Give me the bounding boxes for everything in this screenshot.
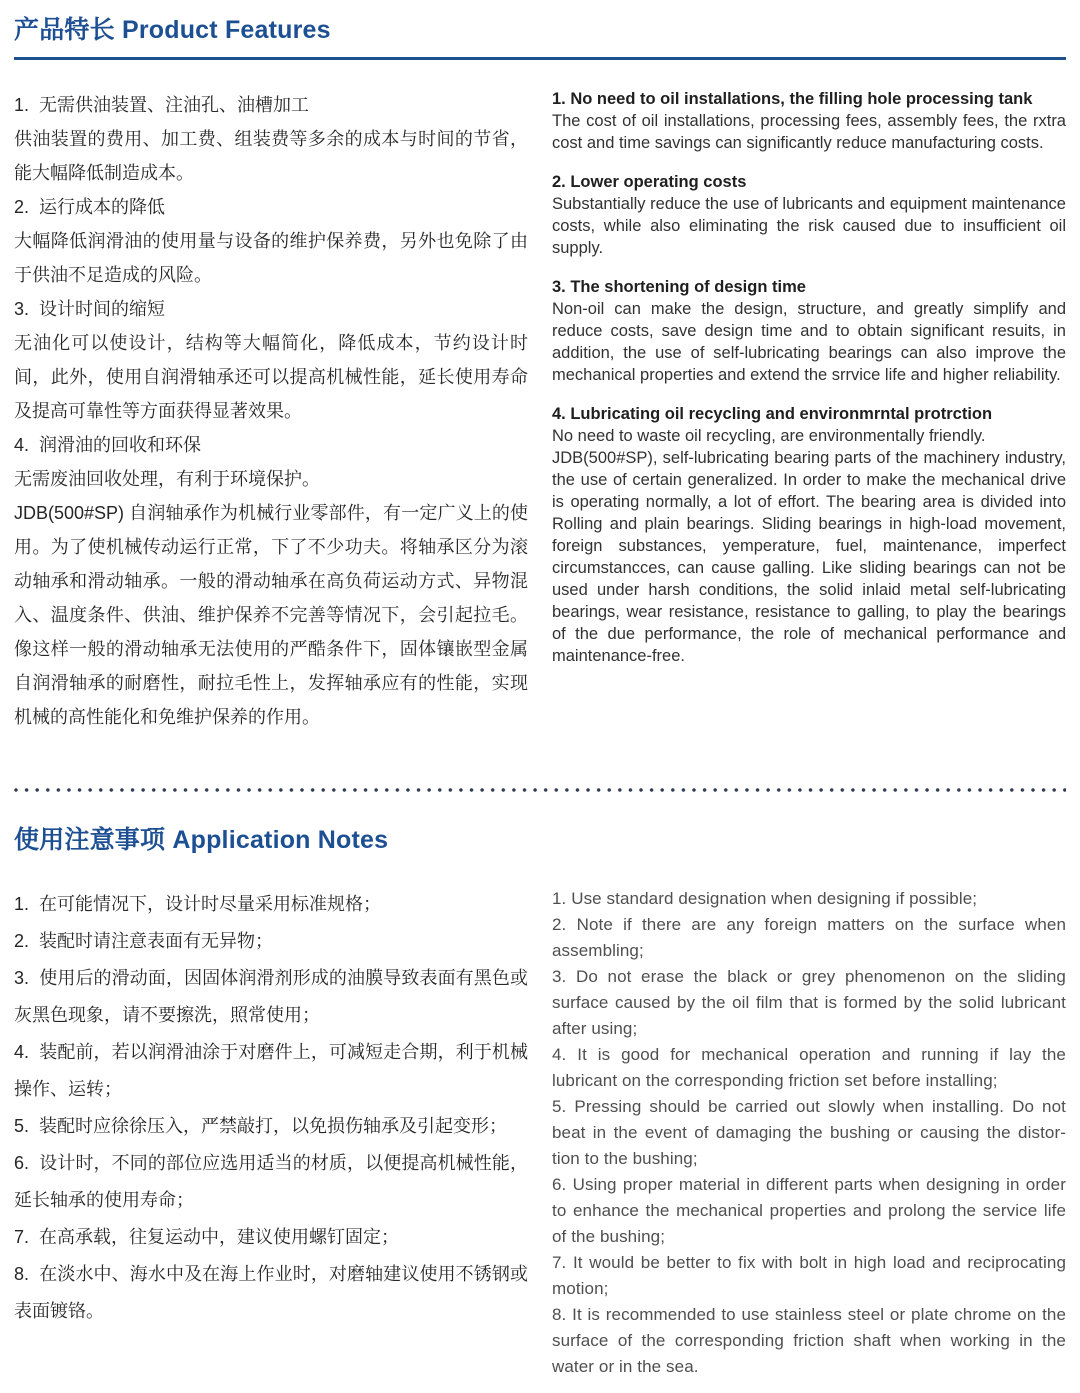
en-note-item-7: 7. It would be better to fix with bolt in high load and reciprocating motion; xyxy=(552,1253,1066,1298)
product-features-english-column xyxy=(552,88,1066,788)
dotted-divider xyxy=(14,788,1066,792)
en-feature-heading-3: 3. The shortening of design time xyxy=(552,278,806,296)
cn-note-item-7: 7. 在高承载，往复运动中，建议使用螺钉固定； xyxy=(14,1227,400,1247)
en-note-item-1: 1. Use standard designation when designing if possible; xyxy=(552,889,978,908)
en-feature-block-4 xyxy=(552,403,1066,667)
en-feature-block-3 xyxy=(552,276,1066,386)
cn-note-item-5: 5. 装配时应徐徐压入，严禁敲打，以免损伤轴承及引起变形； xyxy=(14,1116,508,1136)
cn-note-item-6: 6. 设计时，不同的部位应选用适当的材质，以便提高机械性能，延长轴承的使用寿命； xyxy=(14,1153,528,1210)
application-notes-title: 使用注意事项 Application Notes xyxy=(14,826,389,854)
cn-feature-jdb-paragraph: JDB(500#SP) 自润轴承作为机械行业零部件，有一定广义上的使用。为了使机械传动运行正常，下了不少功夫。将轴承区分为滚动轴承和滑动轴承。一般的滑动轴承在高负荷运动方式、异物混入、温度条件、供油、维护保养不完善等情况下，会引起拉毛。像这样一般的滑动轴承无法使用的严酷条件下，固体镶嵌型金属自润滑轴承的耐磨性，耐拉毛性上，发挥轴承应有的性能，实现机械的高性能化和免维护保养的作用。 xyxy=(14,503,528,727)
en-feature-body-4a: No need to waste oil recycling, are environmentally friendly. xyxy=(552,427,986,445)
application-notes-english-column xyxy=(552,886,1066,1380)
cn-feature-body-4: 无需废油回收处理，有利于环境保护。 xyxy=(14,469,320,489)
section-application-notes xyxy=(14,824,1066,1380)
cn-note-item-8: 8. 在淡水中、海水中及在海上作业时，对磨轴建议使用不锈钢或表面镀铬。 xyxy=(14,1264,528,1321)
cn-note-item-3: 3. 使用后的滑动面，因固体润滑剂形成的油膜导致表面有黑色或灰黑色现象，请不要擦洗，照常使用； xyxy=(14,968,528,1025)
en-note-item-3: 3. Do not erase the black or grey phenomenon on the sliding surface caused by the oil film that is formed by the solid lubricant after using; xyxy=(552,967,1066,1038)
cn-feature-item-1: 1. 无需供油装置、注油孔、油槽加工 xyxy=(14,95,310,115)
cn-feature-item-4: 4. 润滑油的回收和环保 xyxy=(14,435,202,455)
cn-note-item-1: 1. 在可能情况下，设计时尽量采用标准规格； xyxy=(14,894,382,914)
en-note-item-5: 5. Pressing should be carried out slowly when installing. Do not beat in the event of damaging the bushing or causing the distor-tion to the bushing; xyxy=(552,1097,1066,1168)
en-feature-block-1 xyxy=(552,88,1066,154)
en-note-item-6: 6. Using proper material in different parts when designing in order to enhance the mechanical properties and prolong the service life of the bushing; xyxy=(552,1175,1066,1246)
cn-feature-body-3: 无油化可以使设计，结构等大幅简化，降低成本，节约设计时间，此外，使用自润滑轴承还可以提高机械性能，延长使用寿命及提高可靠性等方面获得显著效果。 xyxy=(14,333,528,421)
en-note-item-4: 4. It is good for mechanical operation and running if lay the lubricant on the corresponding friction set before installing; xyxy=(552,1045,1066,1090)
cn-feature-item-3: 3. 设计时间的缩短 xyxy=(14,299,166,319)
cn-note-item-4: 4. 装配前，若以润滑油涂于对磨件上，可减短走合期，利于机械操作、运转； xyxy=(14,1042,528,1099)
header-rule xyxy=(14,57,1066,60)
section-product-features xyxy=(14,14,1066,788)
product-features-chinese-column xyxy=(14,88,528,788)
en-feature-heading-1: 1. No need to oil installations, the filling hole processing tank xyxy=(552,90,1033,108)
cn-feature-body-1: 供油装置的费用、加工费、组装费等多余的成本与时间的节省，能大幅降低制造成本。 xyxy=(14,129,528,183)
product-features-title: 产品特长 Product Features xyxy=(14,16,331,44)
en-feature-heading-4: 4. Lubricating oil recycling and environmrntal protrction xyxy=(552,405,993,423)
en-feature-block-2 xyxy=(552,171,1066,259)
en-feature-body-3: Non-oil can make the design, structure, and greatly simplify and reduce costs, save design time and to obtain significant resuits, in addition, the use of self-lubricating bearings can also improve the mechanical properties and extend the srrvice life and higher reliability. xyxy=(552,300,1066,384)
en-feature-body-4b: JDB(500#SP), self-lubricating bearing parts of the machinery industry, the use of certain generalized. In order to make the mechanical drive is operating normally, a lot of effort. The bearing area is divided into Rolling and plain bearings. Sliding bearings in high-load movement, foreign substances, yemperature, fuel, maintenance, imperfect circumstancces, can cause galling. Like sliding bearings can not be used under harsh conditions, the solid inlaid metal self-lubricating bearings, wear resistance, resistance to galling, to play the bearings of the due performance, the role of mechanical performance and maintenance-free. xyxy=(552,449,1066,665)
en-feature-body-2: Substantially reduce the use of lubricants and equipment maintenance costs, while also eliminating the risk caused due to insufficient oil supply. xyxy=(552,195,1066,257)
application-notes-chinese-column xyxy=(14,886,528,1380)
product-features-columns xyxy=(14,88,1066,788)
en-feature-heading-2: 2. Lower operating costs xyxy=(552,173,747,191)
cn-feature-item-2: 2. 运行成本的降低 xyxy=(14,197,166,217)
en-note-item-2: 2. Note if there are any foreign matters on the surface when assembling; xyxy=(552,915,1066,960)
cn-note-item-2: 2. 装配时请注意表面有无异物； xyxy=(14,931,274,951)
application-notes-columns xyxy=(14,886,1066,1380)
cn-feature-body-2: 大幅降低润滑油的使用量与设备的维护保养费，另外也免除了由于供油不足造成的风险。 xyxy=(14,231,528,285)
en-note-item-8: 8. It is recommended to use stainless steel or plate chrome on the surface of the corresponding friction shaft when working in the water or in the sea. xyxy=(552,1305,1066,1376)
en-feature-body-1: The cost of oil installations, processing fees, assembly fees, the rxtra cost and time savings can significantly reduce manufacturing costs. xyxy=(552,112,1066,152)
